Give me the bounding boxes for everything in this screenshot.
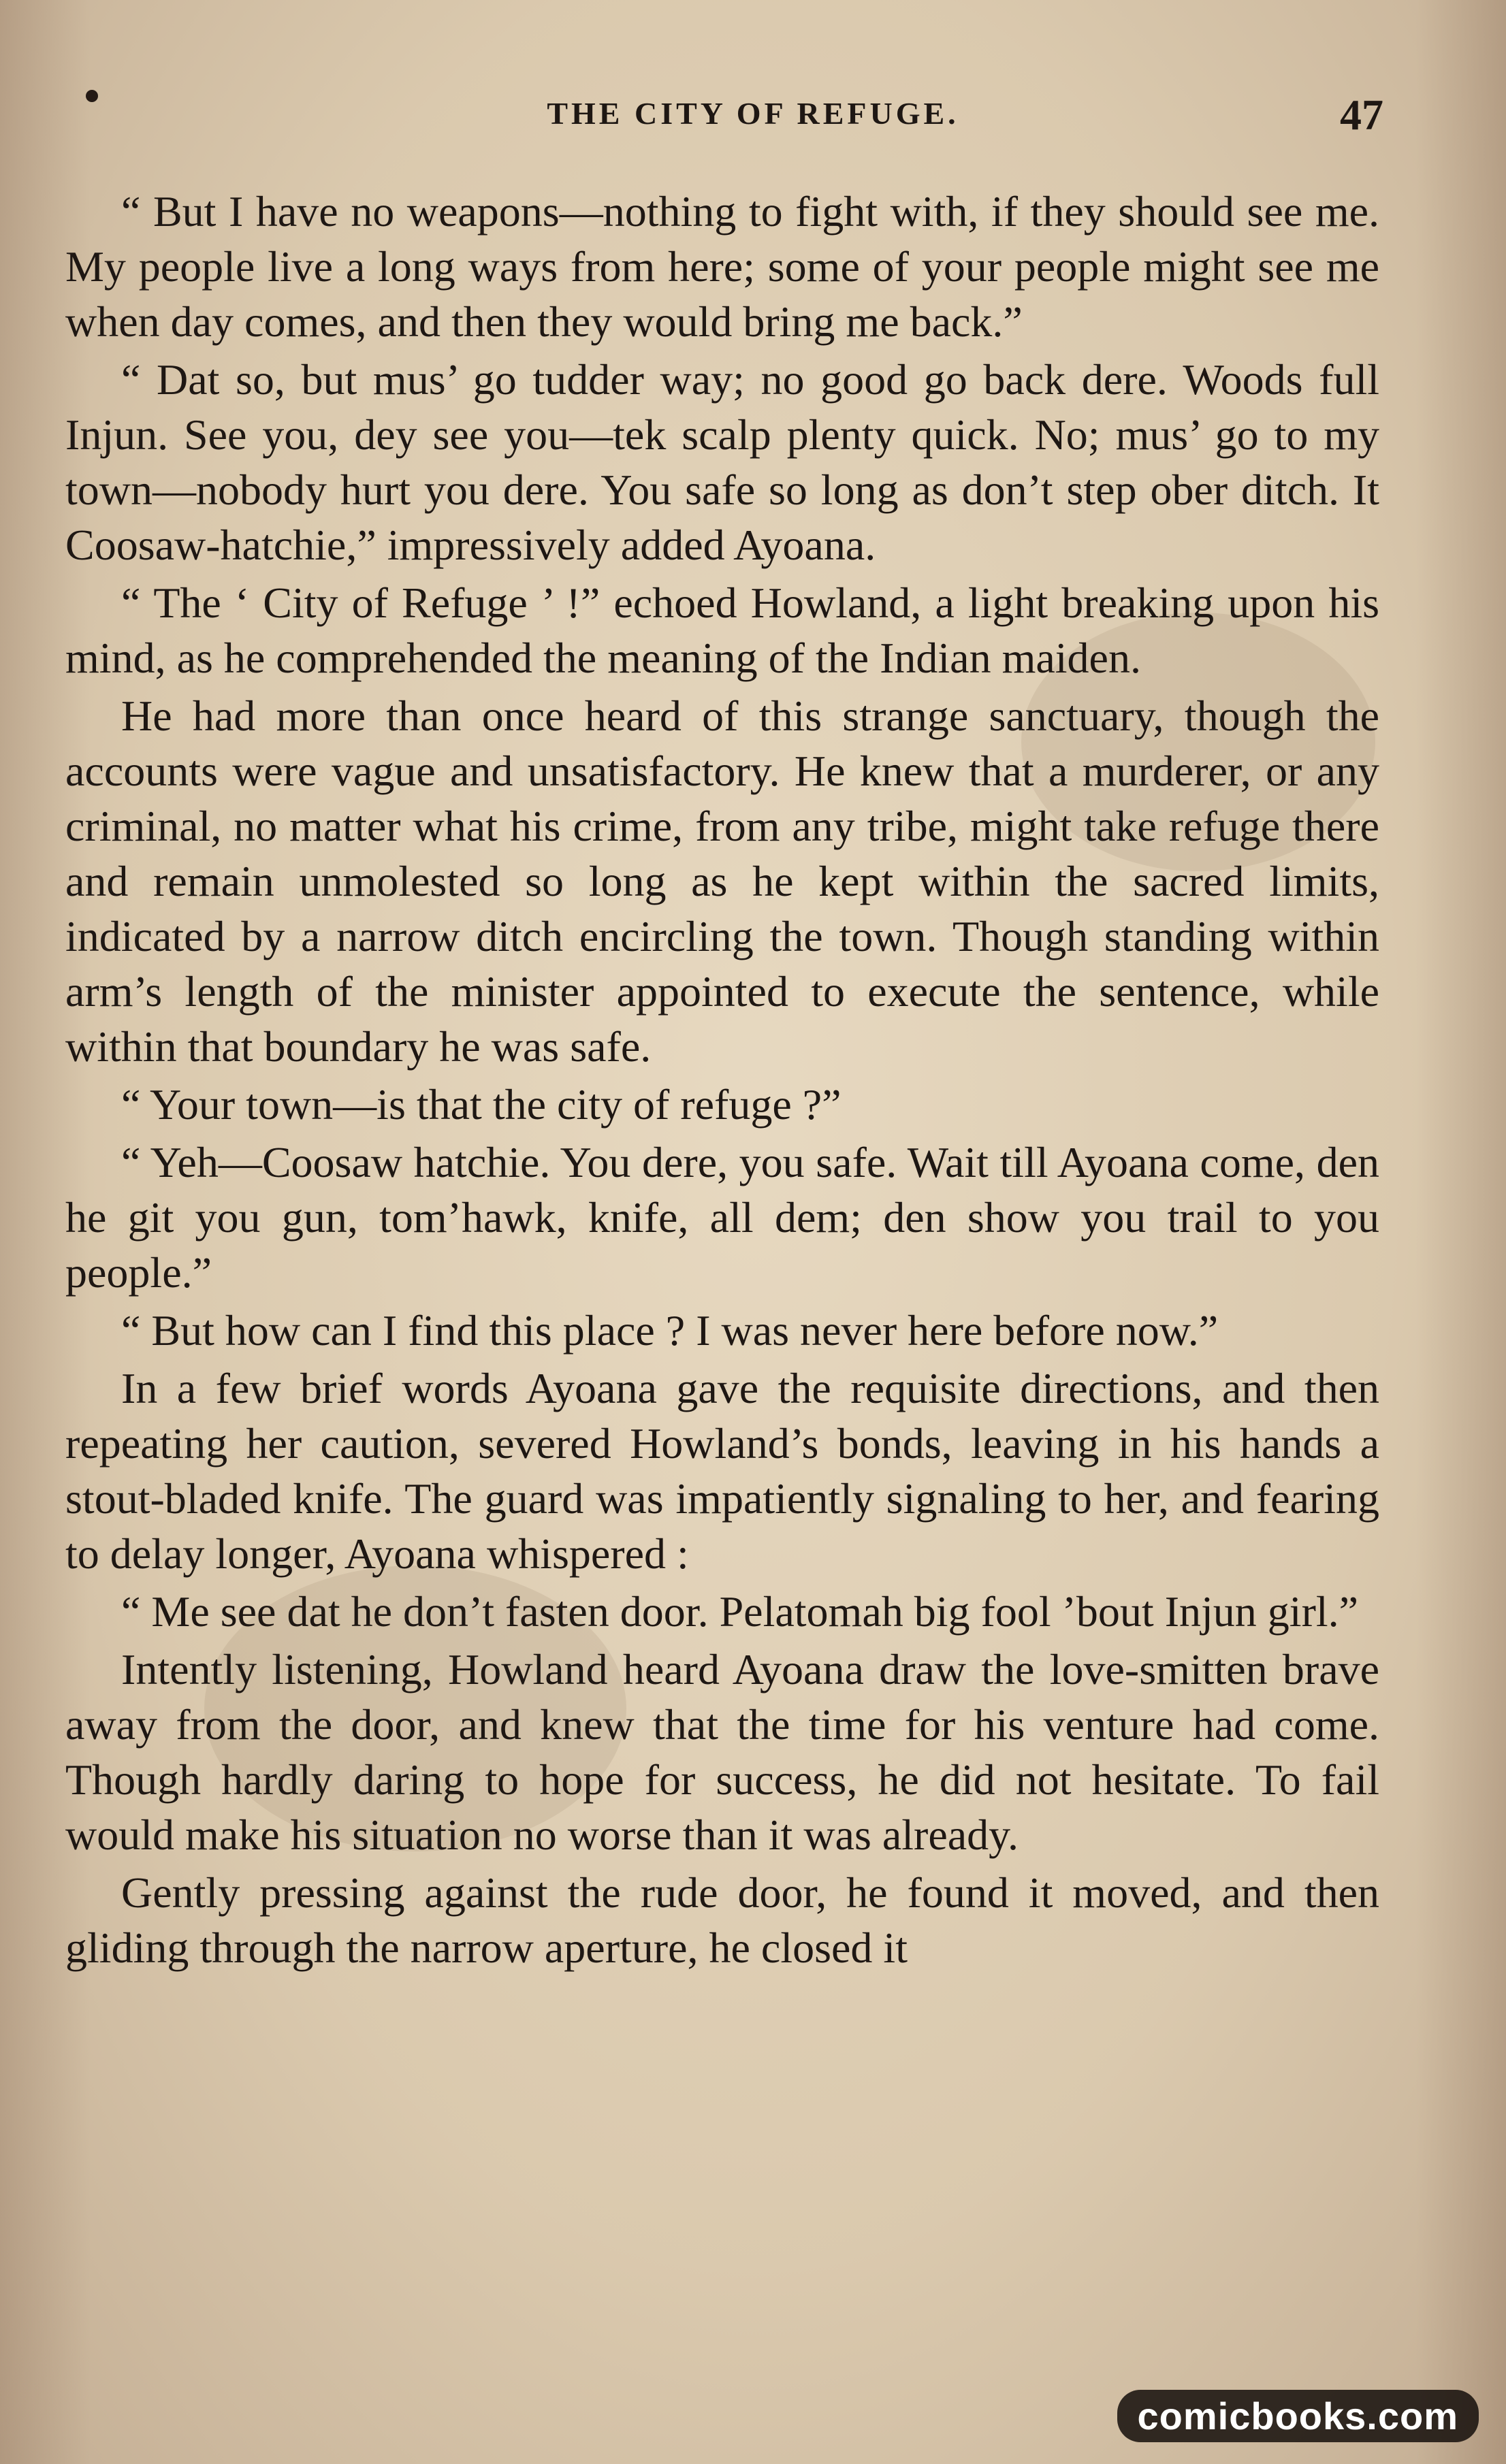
running-header [0,90,1506,144]
paragraph: Intently listening, Howland heard Ayoana draw the love-smitten brave away from the door, and knew that the time for his venture had come. Though hardly daring to hope for success, he did not hesitate. To fail would make his situation no worse than it was already. [65,1645,1379,1859]
paragraph: In a few brief words Ayoana gave the requisite directions, and then repeating her caution, severed Howland’s bonds, leaving in his hands a stout-bladed knife. The guard was impatiently signaling to her, and fearing to delay longer, Ayoana whispered : [65,1364,1379,1578]
paragraph: “ Yeh—Coosaw hatchie. You dere, you safe. Wait till Ayoana come, den he git you gun, tom’hawk, knife, all dem; den show you trail to you people.” [65,1138,1379,1297]
watermark-label: comicbooks.com [1117,2390,1479,2442]
paragraph: “ Dat so, but mus’ go tudder way; no good go back dere. Woods full Injun. See you, dey see you—tek scalp plenty quick. No; mus’ go to my town—nobody hurt you dere. You safe so long as don’t step ober ditch. It Coosaw-hatchie,” impressively added Ayoana. [65,355,1379,569]
paragraph: “ But I have no weapons—nothing to fight with, if they should see me. My people live a long ways from here; some of your people might see me when day comes, and then they would bring me back.” [65,187,1379,346]
paragraph: Gently pressing against the rude door, he found it moved, and then gliding through the narrow aperture, he closed it [65,1868,1379,1972]
running-title: THE CITY OF REFUGE. [547,96,959,131]
paragraph: “ The ‘ City of Refuge ’ !” echoed Howland, a light breaking upon his mind, as he comprehended the meaning of the Indian maiden. [65,579,1379,682]
paragraph: “ Your town—is that the city of refuge ?” [121,1080,842,1129]
page-number: 47 [1340,91,1383,139]
body-text [65,184,1379,1978]
paragraph: “ Me see dat he don’t fasten door. Pelatomah big fool ’bout Injun girl.” [121,1587,1359,1636]
paragraph: “ But how can I find this place ? I was never here before now.” [121,1306,1219,1355]
paragraph: He had more than once heard of this strange sanctuary, though the accounts were vague and unsatisfactory. He knew that a murderer, or any criminal, no matter what his crime, from any tribe, might take refuge there and remain unmolested so long as he kept within the sacred limits, indicated by a narrow ditch encircling the town. Though standing within arm’s length of the minister appointed to execute the sentence, while within that boundary he was safe. [65,692,1379,1071]
